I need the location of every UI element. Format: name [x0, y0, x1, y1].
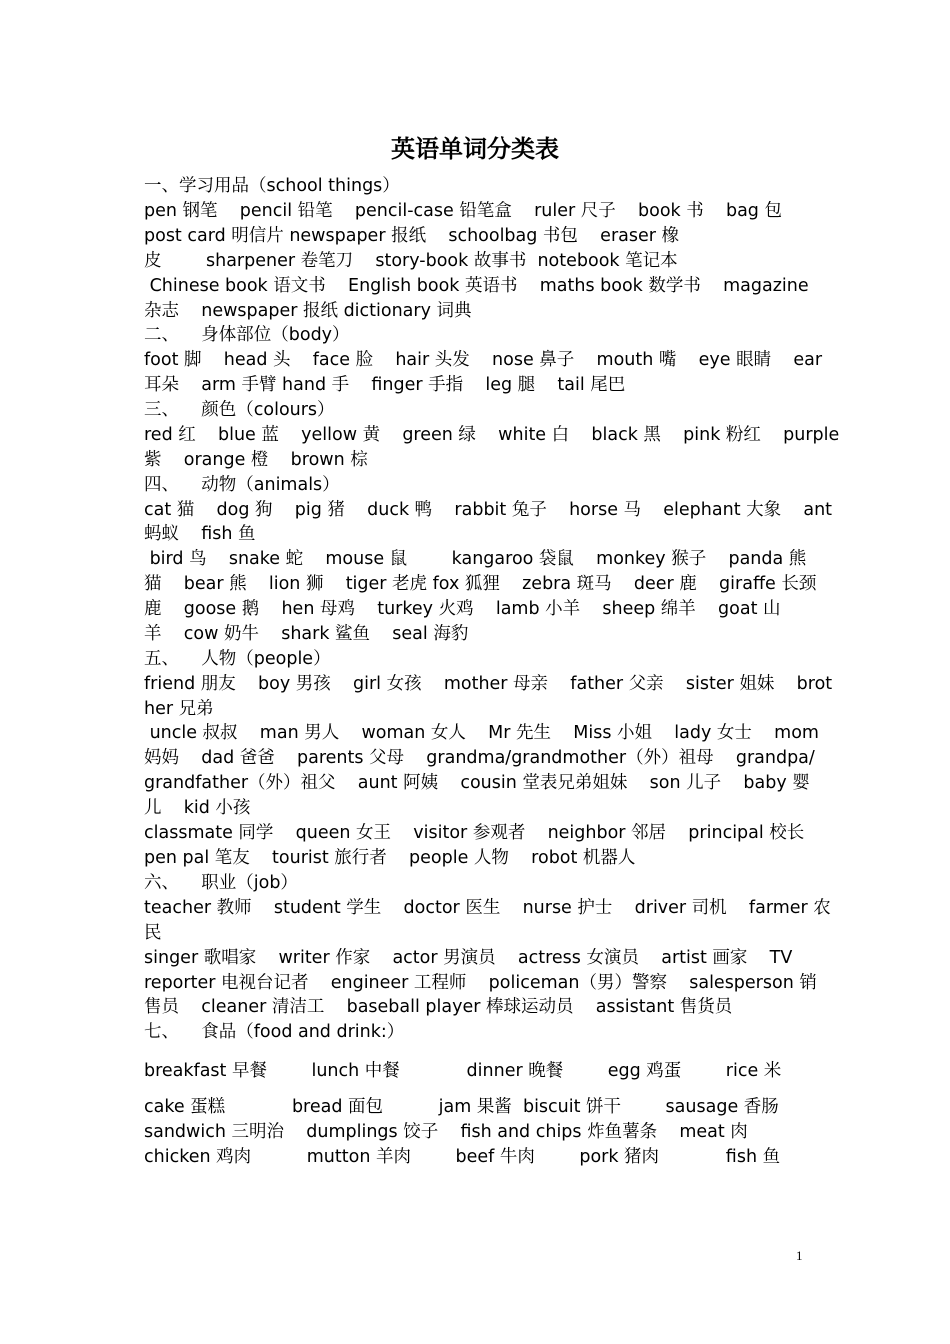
text-line: her 兄弟 [144, 699, 214, 719]
text-line: uncle 叔叔 man 男人 woman 女人 Mr 先生 Miss 小姐 lady 女士 mom [144, 723, 819, 743]
text-line: 杂志 newspaper 报纸 dictionary 词典 [144, 301, 472, 321]
text-line: friend 朋友 boy 男孩 girl 女孩 mother 母亲 father 父亲 sister 姐妹 brot [144, 674, 833, 694]
text-line: pen 钢笔 pencil 铅笔 pencil-case 铅笔盒 ruler 尺子 book 书 bag 包 [144, 201, 782, 221]
text-line: 皮 sharpener 卷笔刀 story-book 故事书 notebook 笔记本 [144, 251, 678, 271]
text-line: teacher 教师 student 学生 doctor 医生 nurse 护士 driver 司机 farmer 农 [144, 898, 831, 918]
text-line: 耳朵 arm 手臂 hand 手 finger 手指 leg 腿 tail 尾巴 [144, 375, 626, 395]
text-line: chicken 鸡肉 mutton 羊肉 beef 牛肉 pork 猪肉 fish 鱼 [144, 1147, 781, 1167]
text-line: breakfast 早餐 lunch 中餐 dinner 晚餐 egg 鸡蛋 rice 米 [144, 1061, 782, 1081]
text-line: post card 明信片 newspaper 报纸 schoolbag 书包 eraser 橡 [144, 226, 680, 246]
text-line: 猫 bear 熊 lion 狮 tiger 老虎 fox 狐狸 zebra 斑马 deer 鹿 giraffe 长颈 [144, 574, 817, 594]
text-line: 妈妈 dad 爸爸 parents 父母 grandma/grandmother（外）祖母 grandpa/ [144, 748, 815, 768]
section-heading: 四、 动物（animals） [144, 475, 340, 495]
text-line: Chinese book 语文书 English book 英语书 maths book 数学书 magazine [144, 276, 809, 296]
document-title: 英语单词分类表 [391, 134, 559, 163]
text-line: 民 [144, 923, 162, 943]
text-line: sandwich 三明治 dumplings 饺子 fish and chips 炸鱼薯条 meat 肉 [144, 1122, 748, 1142]
text-line: grandfather（外）祖父 aunt 阿姨 cousin 堂表兄弟姐妹 son 儿子 baby 婴 [144, 773, 810, 793]
page-number: 1 [796, 1248, 803, 1263]
text-line: singer 歌唱家 writer 作家 actor 男演员 actress 女演员 artist 画家 TV [144, 948, 793, 968]
section-heading: 七、 食品（food and drink:） [144, 1022, 405, 1042]
text-line: foot 脚 head 头 face 脸 hair 头发 nose 鼻子 mouth 嘴 eye 眼睛 ear [144, 350, 823, 370]
text-line: red 红 blue 蓝 yellow 黄 green 绿 white 白 black 黑 pink 粉红 purple [144, 425, 840, 445]
section-heading: 六、 职业（job） [144, 873, 298, 893]
text-line: 羊 cow 奶牛 shark 鲨鱼 seal 海豹 [144, 624, 469, 644]
text-line: bird 鸟 snake 蛇 mouse 鼠 kangaroo 袋鼠 monkey 猴子 panda 熊 [144, 549, 807, 569]
text-line: reporter 电视台记者 engineer 工程师 policeman（男）警察 salesperson 销 [144, 973, 817, 993]
section-heading: 一、学习用品（school things） [144, 176, 400, 196]
text-line: 售员 cleaner 清洁工 baseball player 棒球运动员 assistant 售货员 [144, 997, 733, 1017]
text-line: cat 猫 dog 狗 pig 猪 duck 鸭 rabbit 兔子 horse 马 elephant 大象 ant [144, 500, 833, 520]
text-line: 鹿 goose 鹅 hen 母鸡 turkey 火鸡 lamb 小羊 sheep 绵羊 goat 山 [144, 599, 781, 619]
text-line: cake 蛋糕 bread 面包 jam 果酱 biscuit 饼干 sausage 香肠 [144, 1097, 779, 1117]
section-heading: 三、 颜色（colours） [144, 400, 335, 420]
text-line: 儿 kid 小孩 [144, 798, 251, 818]
text-line: classmate 同学 queen 女王 visitor 参观者 neighbor 邻居 principal 校长 [144, 823, 805, 843]
section-heading: 五、 人物（people） [144, 649, 331, 669]
text-line: 紫 orange 橙 brown 棕 [144, 450, 368, 470]
text-line: 蚂蚁 fish 鱼 [144, 524, 256, 544]
text-line: pen pal 笔友 tourist 旅行者 people 人物 robot 机器人 [144, 848, 636, 868]
section-heading: 二、 身体部位（body） [144, 325, 350, 345]
